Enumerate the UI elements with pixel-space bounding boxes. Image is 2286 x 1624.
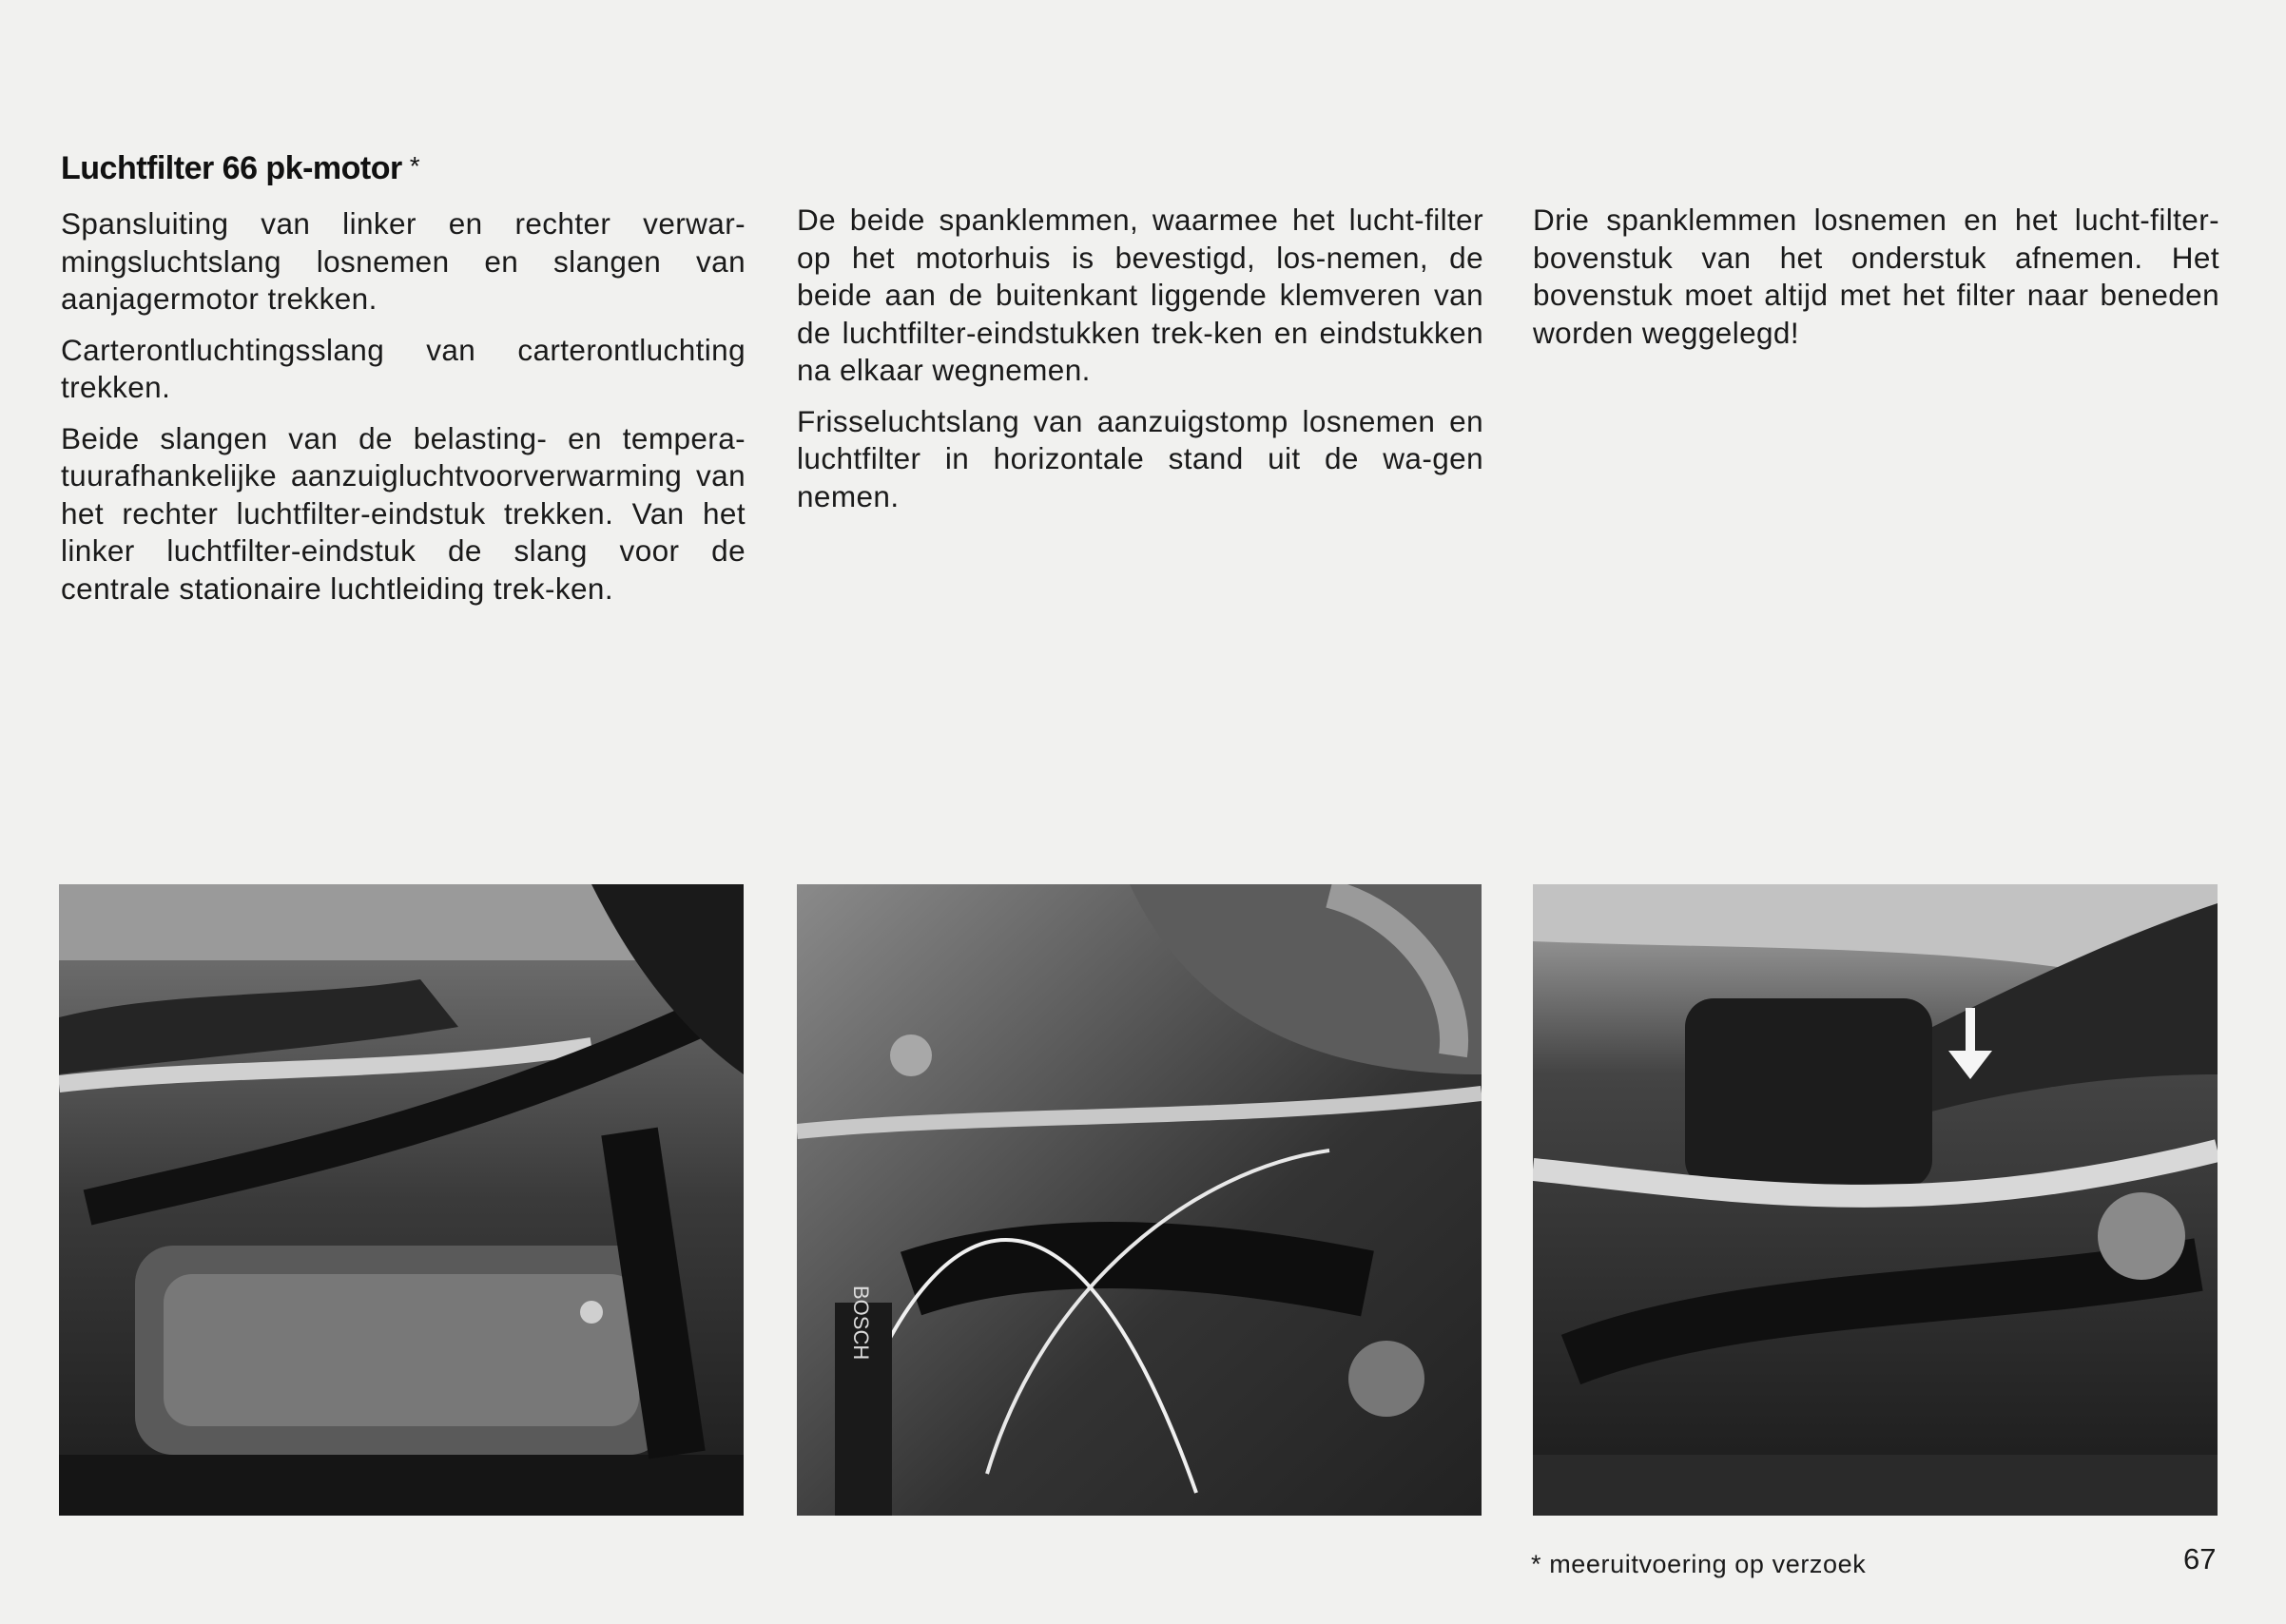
heading-text: Luchtfilter 66 pk-motor <box>61 150 402 186</box>
engine-photo-filter-top-illustration <box>1533 884 2218 1516</box>
engine-photo-hoses <box>59 884 744 1516</box>
section-heading <box>61 150 419 187</box>
text-column-2 <box>797 202 1483 529</box>
paragraph: Frisseluchtslang van aanzuigstomp losnemen en luchtfilter in horizontale stand uit de wa-gen nemen. <box>797 403 1483 513</box>
engine-photo-filter-top <box>1533 884 2218 1516</box>
bosch-label: BOSCH <box>849 1286 873 1361</box>
engine-photo-clamps-illustration <box>797 884 1482 1516</box>
heading-asterisk: * <box>409 151 420 181</box>
footnote: * meeruitvoering op verzoek <box>1531 1550 1867 1578</box>
paragraph: Drie spanklemmen losnemen en het lucht-filter-bovenstuk van het onderstuk afnemen. Het bovenstuk moet altijd met het filter naar beneden worden weggelegd! <box>1533 203 2219 350</box>
text-column-3 <box>1533 202 2219 365</box>
text-column-1 <box>61 205 746 621</box>
engine-photo-clamps <box>797 884 1482 1516</box>
paragraph: Carterontluchtingsslang van carterontluchting trekken. <box>61 332 746 404</box>
paragraph: Beide slangen van de belasting- en tempera-tuurafhankelijke aanzuigluchtvoorverwarming van het rechter luchtfilter-eindstuk trekken. Van het linker luchtfilter-eindstuk de slang voor de centrale stationaire luchtleiding trek-ken. <box>61 420 746 606</box>
page-number: 67 <box>2183 1542 2217 1576</box>
engine-photo-hoses-illustration <box>59 884 744 1516</box>
paragraph: De beide spanklemmen, waarmee het lucht-filter op het motorhuis is bevestigd, los-nemen, de beide aan de buitenkant liggende klemveren van de luchtfilter-eindstukken trek-ken en eindstukken na elkaar wegnemen. <box>797 203 1483 387</box>
paragraph: Spansluiting van linker en rechter verwar-mingsluchtslang losnemen en slangen van aanjagermotor trekken. <box>61 206 746 316</box>
